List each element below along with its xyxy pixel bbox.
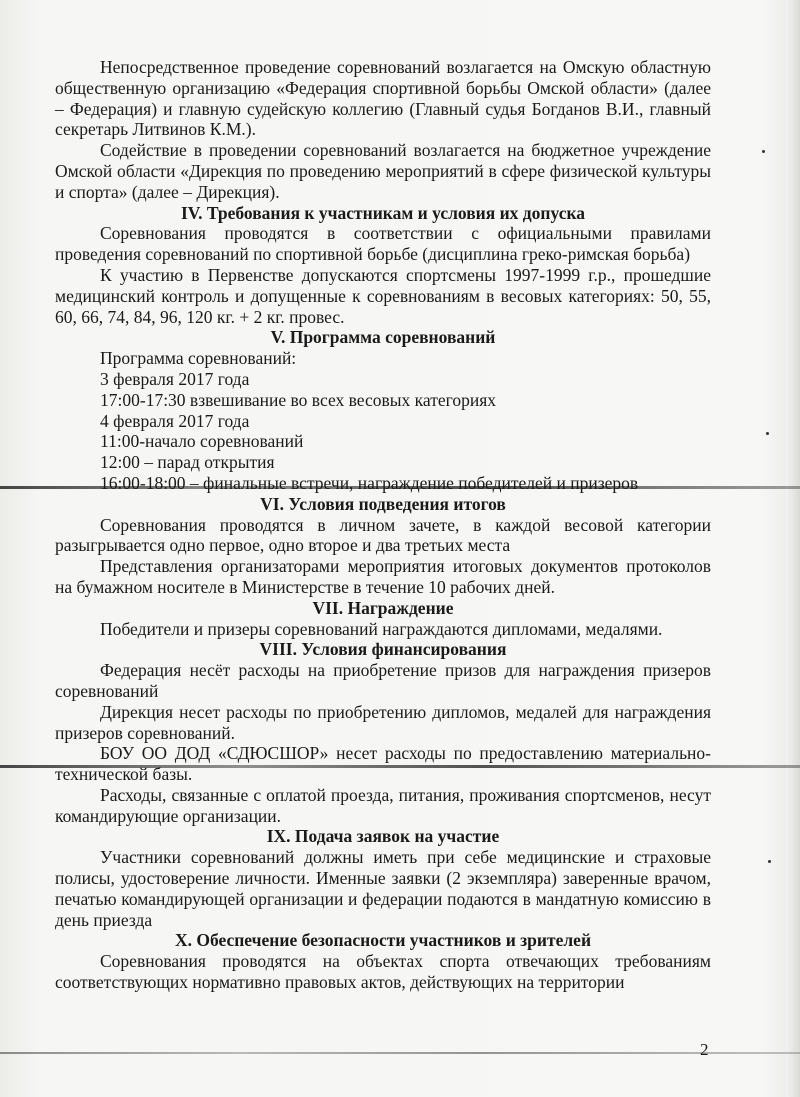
section-heading: VII. Награждение <box>312 597 454 618</box>
paragraph: Соревнования проводятся в соответствии с официальными правилами проведения соревнований по спортивной борьбе (дисциплина греко-римская борьба) <box>55 223 711 265</box>
scan-speck <box>768 860 771 863</box>
section-heading: VIII. Условия финансирования <box>259 639 507 660</box>
program-line: 3 февраля 2017 года <box>100 368 250 389</box>
scan-speck <box>762 150 765 153</box>
paragraph: Участники соревнований должны иметь при себе медицинские и страховые полисы, удостоверение личности. Именные заявки (2 экземпляра) заверенные врачом, печатью командирующей организации и федерации подаются в мандатную комиссию в день приезда <box>55 847 711 930</box>
section-heading: VI. Условия подведения итогов <box>260 493 506 514</box>
program-line: Программа соревнований: <box>100 348 297 369</box>
page-number: 2 <box>700 1040 709 1059</box>
scan-speck <box>766 432 769 435</box>
paragraph: К участию в Первенстве допускаются спортсмены 1997-1999 г.р., прошедшие медицинский контроль и допущенные к соревнованиям в весовых категориях: 50, 55, 60, 66, 74, 84, 96, 120 кг. + 2 кг. провес. <box>55 264 711 327</box>
paragraph: Содействие в проведении соревнований возлагается на бюджетное учреждение Омской области «Дирекция по проведению мероприятий в сфере физической культуры и спорта» (далее – Дирекция). <box>55 140 711 202</box>
paragraph: Соревнования проводятся в личном зачете, в каждой весовой категории разыгрывается одно первое, одно второе и два третьих места <box>55 514 711 556</box>
paragraph: Дирекция несет расходы по приобретению дипломов, медалей для награждения призеров соревнований. <box>55 701 711 743</box>
paragraph: Непосредственное проведение соревнований возлагается на Омскую областную общественную организацию «Федерация спортивной борьбы Омской области» (далее – Федерация) и главную судейскую коллегию (Главный судья Богданов В.И., главный секретарь Литвинов К.М.). <box>55 57 711 140</box>
section-heading: IV. Требования к участникам и условия их допуска <box>180 202 586 223</box>
paragraph: БОУ ОО ДОД «СДЮСШОР» несет расходы по предоставлению материально-технической базы. <box>55 743 711 785</box>
program-line: 4 февраля 2017 года <box>100 410 250 431</box>
section-heading: V. Программа соревнований <box>270 327 496 348</box>
page-edge-shadow <box>786 0 800 1097</box>
document-body <box>55 57 711 993</box>
paragraph: Победители и призеры соревнований награждаются дипломами, медалями. <box>100 618 663 639</box>
program-line: 16:00-18:00 – финальные встречи, награждение победителей и призеров <box>100 472 639 493</box>
section-heading: IX. Подача заявок на участие <box>266 826 500 847</box>
scan-artifact-line <box>0 1052 800 1054</box>
paragraph: Федерация несёт расходы на приобретение призов для награждения призеров соревнований <box>55 660 711 701</box>
paragraph: Представления организаторами мероприятия итоговых документов протоколов на бумажном носителе в Министерстве в течение 10 рабочих дней. <box>55 556 711 597</box>
paragraph: Соревнования проводятся на объектах спорта отвечающих требованиям соответствующих нормативно правовых актов, действующих на территории <box>55 951 711 993</box>
program-line: 17:00-17:30 взвешивание во всех весовых категориях <box>100 389 497 410</box>
program-line: 11:00-начало соревнований <box>100 431 304 452</box>
program-line: 12:00 – парад открытия <box>100 452 275 473</box>
paragraph: Расходы, связанные с оплатой проезда, питания, проживания спортсменов, несут командирующие организации. <box>55 784 711 826</box>
section-heading: X. Обеспечение безопасности участников и зрителей <box>174 930 592 951</box>
